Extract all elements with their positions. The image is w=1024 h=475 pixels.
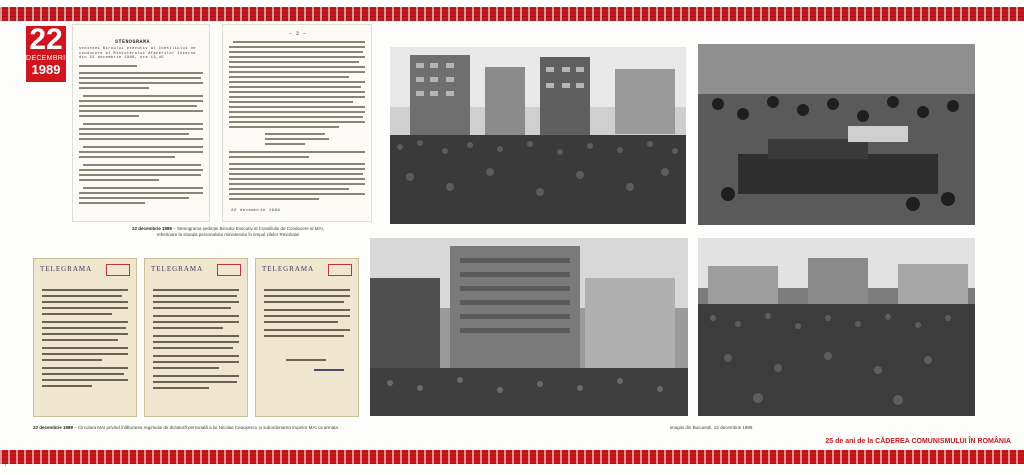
caption-stenogram-date: 22 decembrie 1989 <box>131 226 172 231</box>
telegram-stamp-3 <box>328 264 352 276</box>
telegram-document-3 <box>255 258 359 417</box>
stenogram-title: STENOGRAMA <box>115 39 151 45</box>
stenogram-footer-date: 22 decembrie 1989 <box>231 209 281 213</box>
top-ornament-band <box>0 7 1024 21</box>
telegram-stamp-2 <box>217 264 241 276</box>
footer-title: 25 de ani de la CĂDEREA COMUNISMULUI ÎN ROMÂNIA <box>825 438 1011 445</box>
telegram-document-1 <box>33 258 137 417</box>
page-number: 7 <box>4 462 7 468</box>
stenogram-page-marker: – 2 – <box>289 31 307 37</box>
date-badge <box>26 23 71 82</box>
telegram-label-3: TELEGRAMA <box>262 265 315 273</box>
photo-crowd-boulevard <box>390 47 686 224</box>
photo-building-crowd <box>370 238 688 416</box>
caption-stenogram <box>108 226 348 238</box>
stenogram-page-1 <box>72 24 210 222</box>
caption-telegrams <box>33 425 363 431</box>
caption-stenogram-text: – Stenograma ședinței Biroului Executiv al Consiliului de Conducere al MAI, <box>171 226 325 231</box>
date-badge-month: DECEMBRIE <box>26 55 71 62</box>
stenogram-page-2 <box>222 24 372 222</box>
telegram-stamp-1 <box>106 264 130 276</box>
date-badge-day: 22 <box>29 23 63 56</box>
telegram-label-2: TELEGRAMA <box>151 265 204 273</box>
telegram-document-2 <box>144 258 248 417</box>
caption-telegrams-date: 22 decembrie 1989 <box>33 425 74 430</box>
photo-crowd-tanks <box>698 44 975 225</box>
date-badge-year: 1989 <box>31 62 61 77</box>
telegram-label-1: TELEGRAMA <box>40 265 93 273</box>
caption-telegrams-text: – Circulara MAI privind înlăturarea regimului de dictatură personală a lui Nicolae Ceaușescu și subordonarea trupelor MAI ca armata <box>73 425 338 430</box>
caption-bucharest-images: Imagini din București, 22 decembrie 1989 <box>669 425 753 430</box>
caption-stenogram-text-2: referitoare la situația personalului ministerului în timpul zilelor Revoluției <box>156 232 300 237</box>
stenogram-subtitle: ședinței Biroului executiv al Consiliului de conducere al Ministerului Afacerilor Interne din 22 decembrie 1989, ora 13,45 <box>79 47 196 61</box>
photo-square-crowd <box>698 238 975 416</box>
bottom-ornament-band <box>0 450 1024 464</box>
